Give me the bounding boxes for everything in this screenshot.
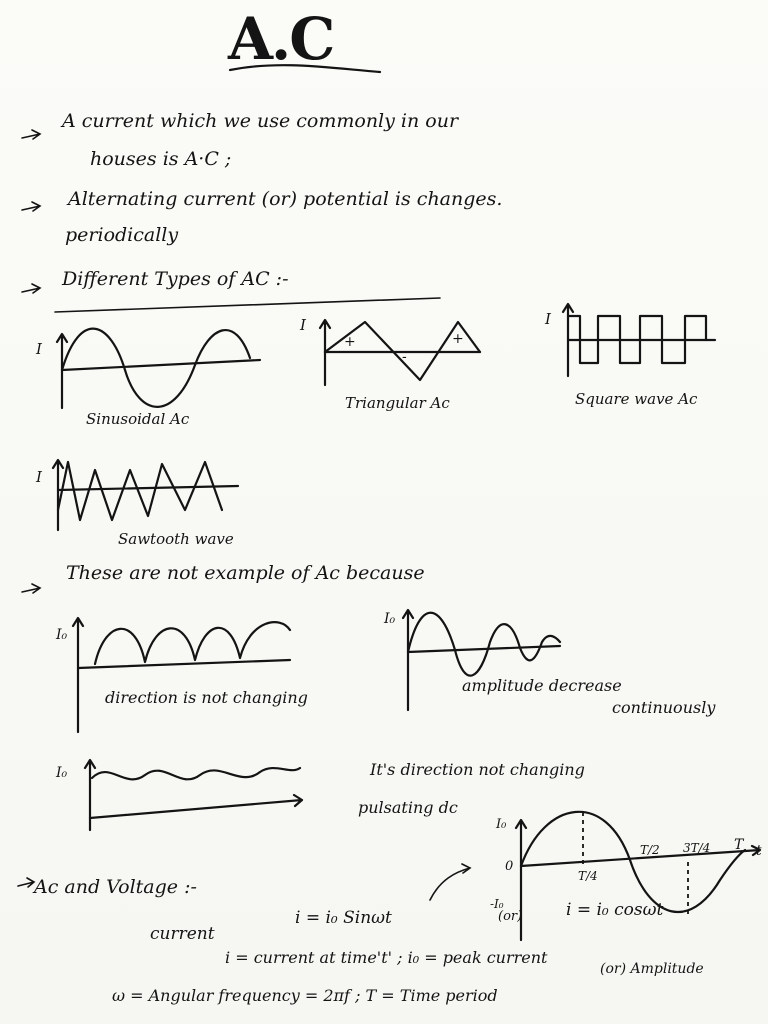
graph-t-half: T/2 [640,843,660,857]
bullet-arrow-2 [22,202,40,211]
bullet-arrow-4 [22,584,40,593]
ac-cycle-graph [516,812,760,940]
square-wave-ac-graph [563,304,715,376]
not-examples-heading: These are not example of Ac because [66,562,425,584]
graph-zero-label: 0 [505,859,514,874]
bullet-1-line-1: A current which we use commonly in our [62,110,459,132]
damped-wave-graph [403,610,560,710]
label-sinusoidal-ac: Sinusoidal Ac [86,410,190,428]
curved-arrow [430,864,470,900]
triangular-ac-graph [320,320,480,385]
definition-amplitude: (or) Amplitude [600,961,704,977]
graph-t-3quarter: 3T/4 [683,841,711,855]
definition-omega: ω = Angular frequency = 2πf ; T = Time period [112,986,498,1005]
page-title: A.C [228,5,334,73]
or-label: (or) [498,909,523,924]
pulsating-dc-graph [85,760,302,830]
tri-plus-1: + [344,334,356,350]
bullet-2-line-1: Alternating current (or) potential is changes. [68,188,503,210]
not-ex-2-axis: I₀ [384,611,396,627]
bullet-2-line-2: periodically [65,224,179,246]
equation-cos: i = i₀ cosωt [566,900,664,920]
sq-axis-label: I [545,310,551,328]
rectified-wave-graph [73,618,290,732]
graph-t-axis: t [756,843,762,859]
ac-voltage-heading: Ac and Voltage :- [34,876,197,898]
current-label: current [150,924,215,944]
bullet-arrow-3 [22,284,40,293]
graph-y-label: I₀ [496,817,507,832]
label-direction-not-changing: direction is not changing [105,688,308,707]
label-triangular-ac: Triangular Ac [345,394,450,412]
label-direction-not-changing-2: It's direction not changing [370,760,585,779]
not-ex-3-axis: I₀ [56,765,68,781]
label-amplitude-decrease: amplitude decrease [462,676,622,695]
sin-axis-label: I [36,340,42,358]
label-sawtooth-wave: Sawtooth wave [118,530,234,548]
label-pulsating-dc: pulsating dc [358,798,458,817]
bullet-arrow-5 [18,878,34,887]
equation-sin: i = i₀ Sinωt [295,908,392,928]
tri-axis-label: I [300,316,306,334]
label-continuously: continuously [612,698,716,717]
saw-axis-label: I [36,468,42,486]
tri-plus-2: + [452,331,464,347]
graph-t-quarter: T/4 [578,869,598,883]
tri-minus: - [402,349,407,365]
section-heading-types: Different Types of AC :- [62,268,289,290]
heading-underline [55,298,440,312]
bullet-arrow-1 [22,130,40,139]
label-square-wave-ac: Square wave Ac [575,390,698,408]
not-ex-1-axis: I₀ [56,627,68,643]
sawtooth-wave-graph [53,460,238,530]
graph-neg-label: -I₀ [490,897,504,911]
sinusoidal-ac-graph [57,329,260,408]
bullet-1-line-2: houses is A·C ; [90,148,232,170]
graph-t-full: T [734,837,744,853]
definition-current: i = current at time't' ; i₀ = peak current [225,948,548,967]
